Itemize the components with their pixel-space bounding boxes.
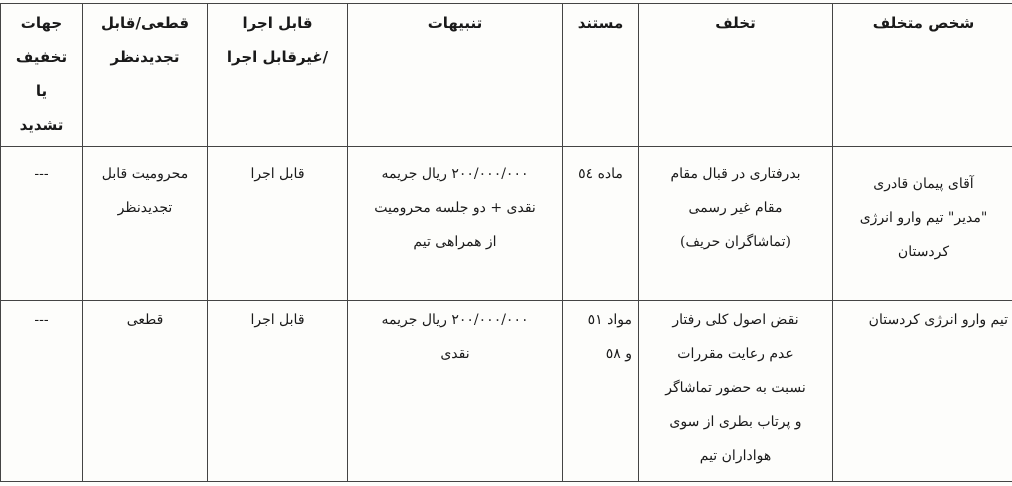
cell-line: عدم رعایت مقررات: [677, 346, 794, 362]
cell-line: از همراهی تیم: [413, 234, 497, 250]
cell-offender: [833, 147, 1012, 301]
cell-line: نقدی: [440, 346, 470, 362]
cell-line: نقدی + دو جلسه محرومیت: [374, 200, 536, 216]
header-penalties: تنبیهات: [348, 4, 563, 147]
table-row: [1, 301, 1012, 482]
header-basis: مستند: [563, 4, 639, 147]
header-row: [1, 4, 1012, 147]
header-line: قابل اجرا: [242, 14, 313, 32]
header-line: /غیرقابل اجرا: [226, 48, 329, 66]
header-enforceable: [208, 4, 348, 147]
cell-final: [83, 147, 208, 301]
header-final: [83, 4, 208, 147]
cell-basis: [563, 147, 639, 301]
cell-line: نسبت به حضور تماشاگر: [665, 380, 806, 396]
header-line: تشدید: [19, 116, 64, 134]
header-line: یا: [35, 82, 48, 100]
cell-violation: [639, 301, 833, 482]
cell-line: تجدیدنظر: [117, 200, 173, 216]
cell-line: هواداران تیم: [699, 448, 772, 464]
cell-line: مقام غیر رسمی: [688, 200, 783, 216]
cell-mitigation: ---: [1, 147, 83, 301]
cell-violation: [639, 147, 833, 301]
cell-line: آقای پیمان قادری: [873, 176, 974, 192]
cell-enforceable: قابل اجرا: [208, 147, 348, 301]
cell-line: قطعی: [126, 312, 164, 328]
cell-enforceable: قابل اجرا: [208, 301, 348, 482]
cell-line: (تماشاگران حریف): [680, 234, 791, 250]
cell-line: و ٥٨: [605, 346, 632, 362]
cell-line: نقض اصول کلی رفتار: [672, 312, 799, 328]
header-line: تخفیف: [15, 48, 68, 66]
cell-mitigation: ---: [1, 301, 83, 482]
cell-line: تیم وارو انرژی کردستان: [868, 312, 1008, 328]
cell-line: بدرفتاری در قبال مقام: [670, 166, 801, 182]
cell-line: کردستان: [897, 244, 950, 260]
cell-basis: [563, 301, 639, 482]
cell-line: "مدیر" تیم وارو انرژی: [859, 210, 988, 226]
cell-line: و پرتاب بطری از سوی: [669, 414, 802, 430]
cell-offender: [833, 301, 1012, 482]
rulings-table: [0, 3, 1012, 482]
cell-penalties: [348, 301, 563, 482]
header-line: تجدیدنظر: [110, 48, 180, 66]
cell-line: مواد ٥١: [587, 312, 632, 328]
cell-penalties: [348, 147, 563, 301]
cell-final: [83, 301, 208, 482]
header-violation: تخلف: [639, 4, 833, 147]
header-line: قطعی/قابل: [100, 14, 190, 32]
cell-line: محرومیت قابل: [101, 166, 189, 182]
cell-line: ۲۰۰/۰۰۰/۰۰۰ ریال جریمه: [381, 166, 529, 182]
header-line: جهات: [20, 14, 63, 32]
table-row: [1, 147, 1012, 301]
header-offender: شخص متخلف: [833, 4, 1012, 147]
cell-line: ۲۰۰/۰۰۰/۰۰۰ ریال جریمه: [381, 312, 529, 328]
header-mitigation: [1, 4, 83, 147]
cell-line: ماده ٥٤: [578, 166, 623, 182]
